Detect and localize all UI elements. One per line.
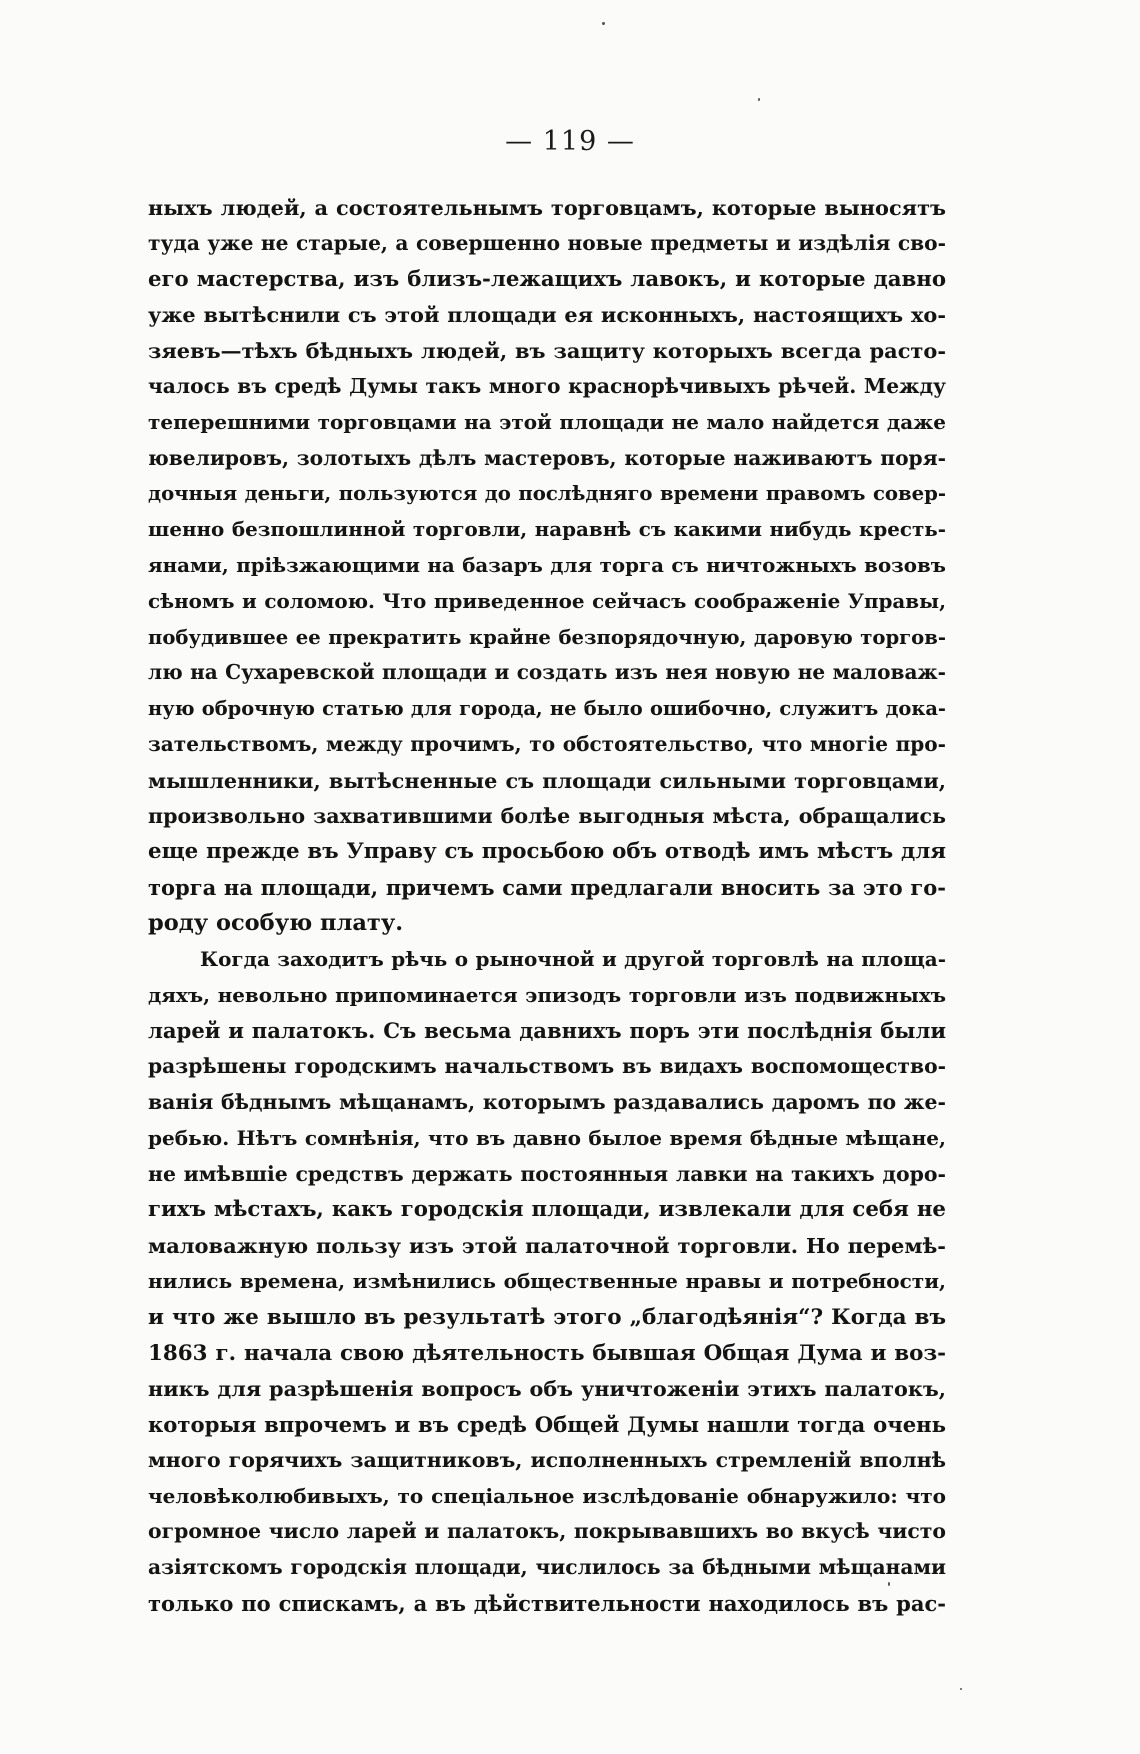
text-line: ребью. Нѣтъ сомнѣнія, что въ давно былое время бѣдные мѣщане,: [148, 1125, 946, 1150]
text-line: теперешними торговцами на этой площади не мало найдется даже: [148, 409, 946, 434]
text-line: торга на площади, причемъ сами предлагали вносить за это го-: [148, 875, 946, 901]
text-line: дочныя деньги, пользуются до послѣдняго времени правомъ совер-: [148, 482, 946, 506]
text-line: человѣколюбивыхъ, то спеціальное изслѣдованіе обнаружило: что: [148, 1483, 946, 1508]
text-line: маловажную пользу изъ этой палаточной торговли. Но перемѣ-: [148, 1233, 946, 1259]
text-line: и что же вышло въ результатѣ этого „благодѣянія“? Когда въ: [148, 1304, 946, 1330]
text-line: роду особую плату.: [148, 909, 404, 936]
scan-speck: [602, 22, 605, 25]
scan-speck: [758, 98, 760, 101]
text-line: ныхъ людей, а состоятельнымъ торговцамъ, которые выносятъ: [148, 195, 946, 220]
text-line: огромное число ларей и палатокъ, покрывавшихъ во вкусѣ чисто: [148, 1519, 946, 1544]
paragraph-2: [148, 942, 946, 1622]
text-line: ванія бѣднымъ мѣщанамъ, которымъ раздавались даромъ по же-: [148, 1089, 946, 1114]
text-line: побудившее ее прекратить крайне безпорядочную, даровую торгов-: [148, 625, 946, 649]
scan-speck: [888, 1582, 890, 1586]
text-line: нились времена, измѣнились общественные нравы и потребности,: [148, 1268, 946, 1293]
text-line: произвольно захватившими болѣе выгодныя мѣста, обращались: [148, 803, 946, 828]
text-line: шенно безпошлинной торговли, наравнѣ съ какими нибудь кресть-: [148, 517, 946, 542]
text-line: зяевъ—тѣхъ бѣдныхъ людей, въ защиту которыхъ всегда расто-: [148, 338, 946, 364]
text-line: никъ для разрѣшенія вопросъ объ уничтоженіи этихъ палатокъ,: [148, 1376, 946, 1402]
text-line: гихъ мѣстахъ, какъ городскія площади, извлекали для себя не: [148, 1197, 946, 1223]
paragraph-1: [148, 190, 946, 942]
text-line: ную оброчную статью для города, не было ошибочно, служитъ дока-: [148, 697, 946, 721]
text-line: много горячихъ защитниковъ, исполненныхъ стремленій вполнѣ: [148, 1447, 946, 1472]
text-line: чалось въ средѣ Думы такъ много краснорѣчивыхъ рѣчей. Между: [148, 373, 946, 398]
text-line: лю на Сухаревской площади и создать изъ нея новую не маловаж-: [148, 660, 946, 685]
text-line: Когда заходитъ рѣчь о рыночной и другой торговлѣ на площа-: [200, 946, 946, 971]
text-line: его мастерства, изъ близъ-лежащихъ лавокъ, и которые давно: [148, 266, 946, 292]
text-line: дяхъ, невольно припоминается эпизодъ торговли изъ подвижныхъ: [148, 982, 946, 1007]
scan-speck: [960, 1688, 962, 1690]
text-line: 1863 г. начала свою дѣятельность бывшая Общая Дума и воз-: [148, 1340, 946, 1366]
text-line: азіятскомъ городскія площади, числилось за бѣдными мѣщанами: [148, 1555, 946, 1580]
body-text: [148, 190, 946, 1622]
text-line: ювелировъ, золотыхъ дѣлъ мастеровъ, которые наживаютъ поря-: [148, 445, 946, 470]
text-line: мышленники, вытѣсненные съ площади сильными торговцами,: [148, 767, 946, 793]
text-line: только по спискамъ, а въ дѣйствительности находилось въ рас-: [148, 1591, 946, 1617]
page-number: — 119 —: [505, 126, 635, 157]
text-line: не имѣвшіе средствъ держать постоянныя лавки на такихъ доро-: [148, 1161, 946, 1186]
text-line: ларей и палатокъ. Съ весьма давнихъ поръ эти послѣднія были: [148, 1018, 946, 1044]
text-line: янами, пріѣзжающими на базаръ для торга съ ничтожныхъ возовъ: [148, 552, 946, 577]
text-line: сѣномъ и соломою. Что приведенное сейчасъ соображеніе Управы,: [148, 588, 946, 613]
text-line: которыя впрочемъ и въ средѣ Общей Думы нашли тогда очень: [148, 1412, 946, 1438]
text-line: туда уже не старые, а совершенно новые предметы и издѣлія сво-: [148, 230, 946, 255]
text-line: зательствомъ, между прочимъ, то обстоятельство, что многіе про-: [148, 731, 946, 756]
text-line: разрѣшены городскимъ начальствомъ въ видахъ воспомощество-: [148, 1054, 946, 1079]
text-line: уже вытѣснили съ этой площади ея исконныхъ, настоящихъ хо-: [148, 302, 946, 328]
text-line: еще прежде въ Управу съ просьбою объ отводѣ имъ мѣстъ для: [148, 839, 946, 865]
